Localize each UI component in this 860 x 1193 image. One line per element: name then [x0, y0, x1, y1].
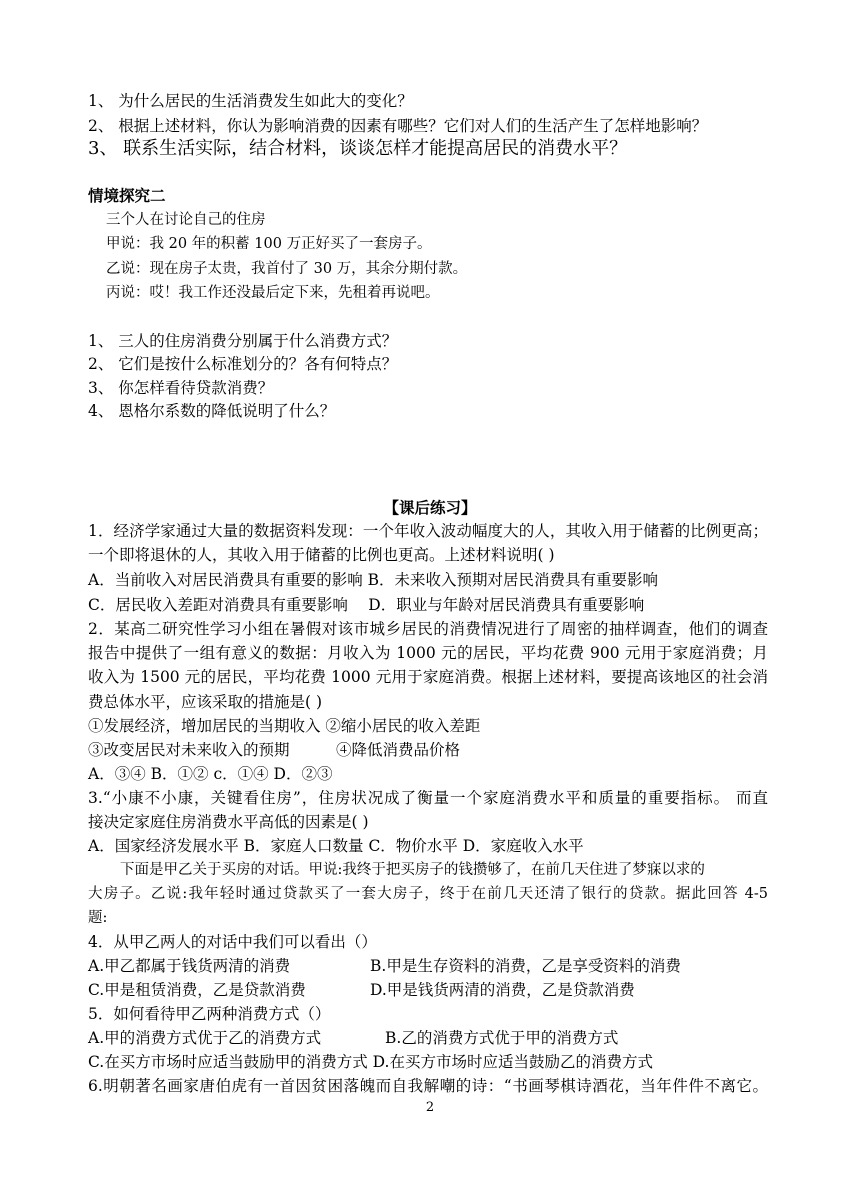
dialogue-yi: 乙说：现在房子太贵，我首付了 30 万，其余分期付款。 — [106, 261, 468, 277]
scenario-question-2: 2、 它们是按什么标准划分的？各有何特点？ — [88, 355, 398, 373]
q5-option-a: A.甲的消费方式优于乙的消费方式 — [88, 1029, 322, 1047]
q2-items-b: ③改变居民对未来收入的预期 ④降低消费品价格 — [88, 741, 461, 759]
q1-options-ab: A．当前收入对居民消费具有重要的影响 B．未来收入预期对居民消费具有重要影响 — [88, 571, 659, 589]
passage-line-2: 大房子。乙说:我年轻时通过贷款买了一套大房子，终于在前几天还清了银行的贷款。据此回答 4-5 — [88, 886, 768, 902]
question-1: 1、 为什么居民的生活消费发生如此大的变化？ — [88, 92, 413, 110]
q2-line-3: 收入为 1500 元的居民，平均花费 1000 元用于家庭消费。根据上述材料，要提高该地区的社会消 — [88, 668, 768, 686]
page-number: 2 — [425, 1100, 435, 1115]
scenario-question-3: 3、 你怎样看待贷款消费？ — [88, 379, 274, 397]
q5-option-b: B.乙的消费方式优于甲的消费方式 — [385, 1029, 619, 1047]
q4-option-d: D.甲是钱货两清的消费，乙是贷款消费 — [370, 981, 635, 999]
q2-line-4: 费总体水平，应该采取的措施是( ) — [88, 693, 323, 711]
q5-options-cd: C.在买方市场时应适当鼓励甲的消费方式 D.在买方市场时应适当鼓励乙的消费方式 — [88, 1053, 653, 1071]
q5-stem: 5．如何看待甲乙两种消费方式（） — [88, 1005, 331, 1023]
q1-options-cd: C．居民收入差距对消费具有重要影响 D．职业与年龄对居民消费具有重要影响 — [88, 596, 645, 614]
scenario-question-1: 1、 三人的住房消费分别属于什么消费方式？ — [88, 332, 398, 350]
q4-option-b: B.甲是生存资料的消费，乙是享受资料的消费 — [370, 957, 681, 975]
scenario-heading: 情境探究二 — [88, 186, 166, 205]
q3-line-2: 接决定家庭住房消费水平高低的因素是( ) — [88, 813, 369, 831]
q2-items-a: ①发展经济，增加居民的当期收入 ②缩小居民的收入差距 — [88, 717, 481, 735]
q4-option-c: C.甲是租赁消费，乙是贷款消费 — [88, 981, 306, 999]
q1-line-2: 一个即将退休的人，其收入用于储蓄的比例也更高。上述材料说明( ) — [88, 546, 555, 564]
question-3: 3、 联系生活实际，结合材料，谈谈怎样才能提高居民的消费水平？ — [88, 138, 628, 159]
scenario-intro: 三个人在讨论自己的住房 — [106, 212, 266, 228]
passage-line-3: 题: — [88, 910, 108, 926]
q2-options: A．③④ B．①② c．①④ D．②③ — [88, 765, 333, 783]
dialogue-jia: 甲说：我 20 年的积蓄 100 万正好买了一套房子。 — [106, 236, 432, 252]
question-2: 2、 根据上述材料，你认为影响消费的因素有哪些？它们对人们的生活产生了怎样地影响？ — [88, 117, 708, 135]
exercises-title: 【课后练习】 — [383, 498, 477, 517]
q6-line-1: 6.明朝著名画家唐伯虎有一首因贫困落魄而自我解嘲的诗：“书画琴棋诗酒花，当年件件不离它。 — [88, 1077, 768, 1095]
scenario-question-4: 4、 恩格尔系数的降低说明了什么？ — [88, 402, 336, 420]
q2-line-2: 报告中提供了一组有意义的数据：月收入为 1000 元的居民，平均花费 900 元用于家庭消费；月 — [88, 644, 768, 662]
dialogue-bing: 丙说：哎！我工作还没最后定下来，先租着再说吧。 — [106, 285, 440, 301]
passage-line-1: 下面是甲乙关于买房的对话。甲说:我终于把买房子的钱攒够了，在前几天住进了梦寐以求的 — [120, 862, 705, 878]
q1-line-1: 1．经济学家通过大量的数据资料发现：一个年收入波动幅度大的人，其收入用于储蓄的比例更高； — [88, 522, 768, 540]
q3-options: A．国家经济发展水平 B．家庭人口数量 C．物价水平 D．家庭收入水平 — [88, 837, 584, 855]
q2-line-1: 2．某高二研究性学习小组在暑假对该市城乡居民的消费情况进行了周密的抽样调查，他们的调查 — [88, 620, 768, 638]
q4-stem: 4．从甲乙两人的对话中我们可以看出（） — [88, 933, 377, 951]
q3-line-1: 3.“小康不小康，关键看住房”，住房状况成了衡量一个家庭消费水平和质量的重要指标。 而直 — [88, 789, 768, 807]
q4-option-a: A.甲乙都属于钱货两清的消费 — [88, 957, 291, 975]
